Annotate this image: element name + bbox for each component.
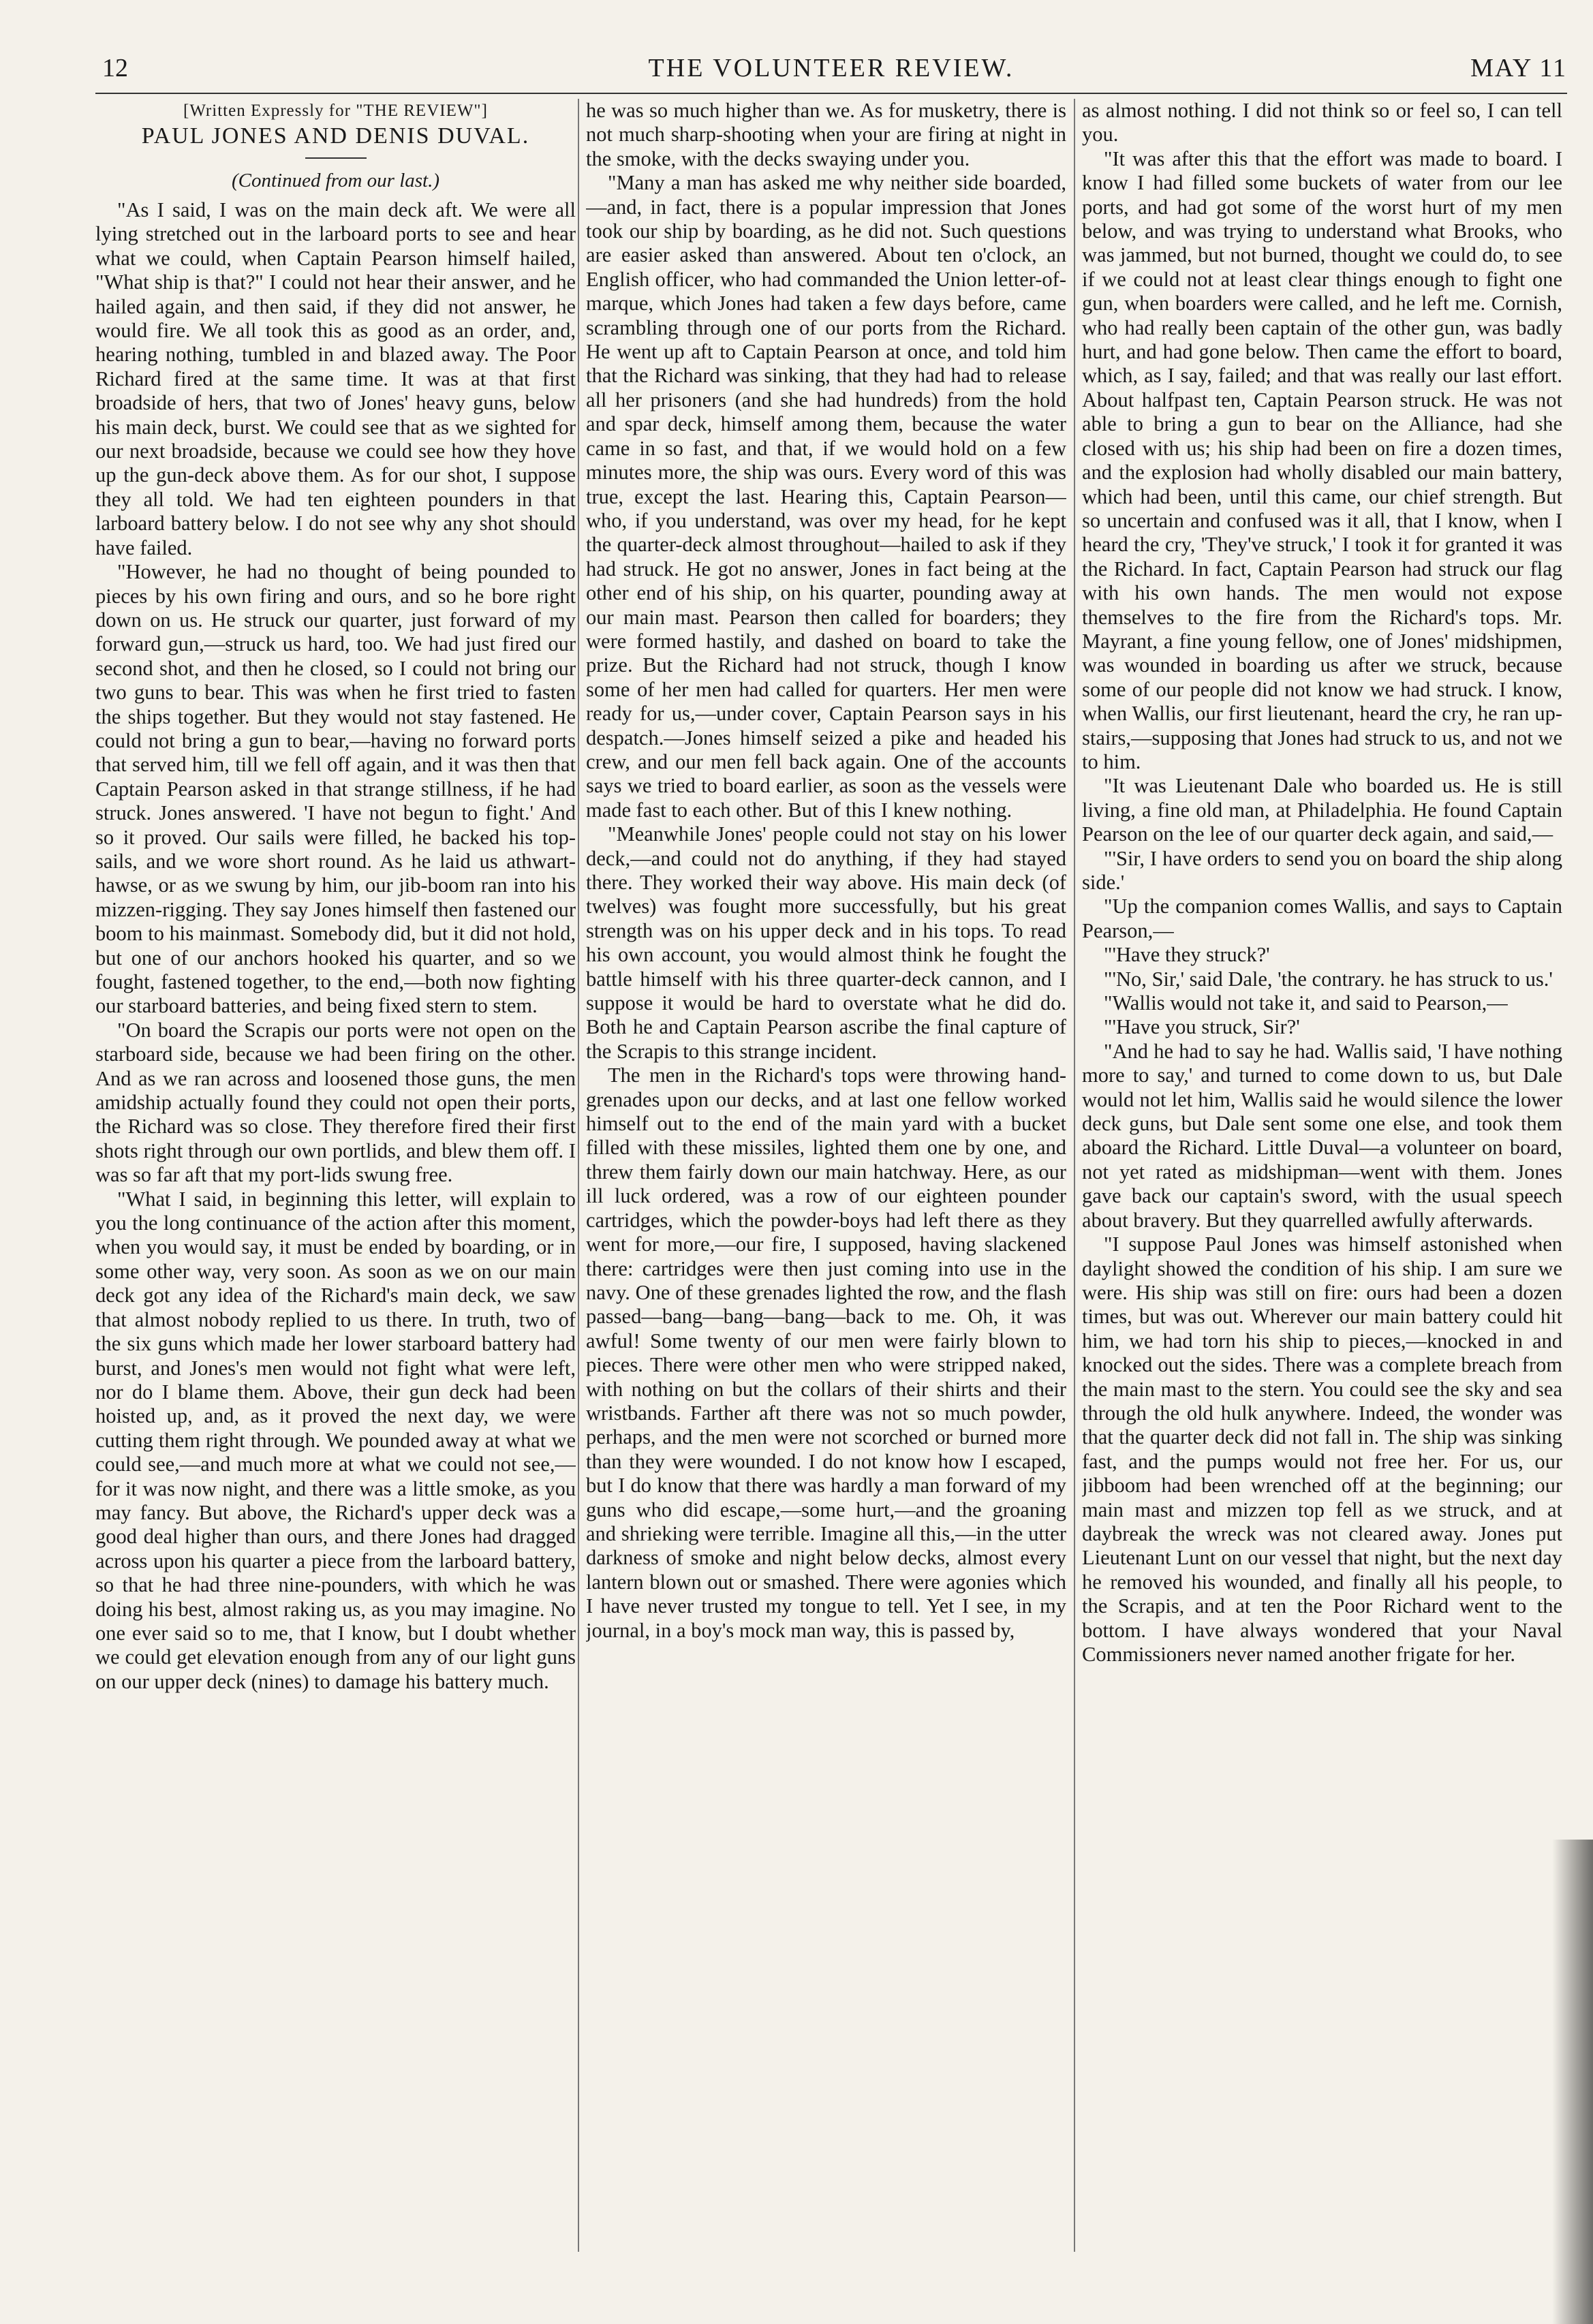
issue-date: MAY 11 (1470, 54, 1567, 82)
page-number: 12 (102, 54, 128, 82)
column-2 (586, 99, 1066, 2252)
paragraph: he was so much higher than we. As for musketry, there is not much sharp-shooting when your are firing at night in the smoke, with the decks swaying under you. (586, 99, 1066, 170)
title-rule (305, 157, 367, 159)
paragraph: "And he had to say he had. Wallis said, 'I have nothing more to say,' and turned to come down to us, but Dale would not let him, Wallis said he would silence the lower deck guns, but Dale sent some one else, and took them aboard the Richard. Little Duval—a volunteer on board, not yet rated as midshipman—went with them. Jones gave back our captain's sword, with the usual speech about bravery. But they quarrelled awfully afterwards. (1082, 1039, 1562, 1232)
paragraph: "'Have they struck?' (1104, 943, 1270, 967)
paragraph: "Wallis would not take it, and said to Pearson,— (1104, 991, 1508, 1015)
paragraph: "Up the companion comes Wallis, and says to Captain Pearson,— (1082, 895, 1562, 942)
paragraph: "However, he had no thought of being pounded to pieces by his own firing and ours, and so he bore right down on us. He struck our quarter, just forward of my forward gun,—struck us hard, too. We had just fired our second shot, and then he closed, so I could not bring our two guns to bear. This was when he first tried to fasten the ships together. But they would not stay fastened. He could not bring a gun to bear,—having no forward ports that served him, till we fell off again, and it was then that Captain Pearson asked in that strange stillness, if he had struck. Jones answered. 'I have not begun to fight.' And so it proved. Our sails were filled, he backed his top-sails, and we wore short round. As he laid us athwart-hawse, or as we swung by him, our jib-boom ran into his mizzen-rigging. They say Jones himself then fastened our boom to his mainmast. Somebody did, but it did not hold, but one of our anchors hooked his quarter, and so we fought, fastened together, to the end,—both now fighting our starboard batteries, and being fixed stern to stem. (95, 560, 576, 1018)
scan-edge-shadow (1552, 1840, 1593, 2324)
paragraph: "'No, Sir,' said Dale, 'the contrary. he has struck to us.' (1104, 967, 1553, 991)
column-3 (1082, 99, 1562, 2252)
column-divider (578, 99, 579, 2252)
paragraph: "It was after this that the effort was made to board. I know I had filled some buckets of water from our lee ports, and had got some of the worst hurt of my men below, and was trying to understand what Brooks, who was jammed, but not burned, thought we could do, to see if we could not at least clear things enough to fight one gun, when boarders were called, and he left me. Cornish, who had really been captain of the other gun, was badly hurt, and had gone below. Then came the effort to board, which, as I say, failed; and that was really our last effort. About halfpast ten, Captain Pearson struck. He was not able to bring a gun to bear on the Alliance, had she closed with us; his ship had been on fire a dozen times, and the explosion had wholly disabled our main battery, which had been, until this came, our chief strength. But so uncertain and confused was it all, that I know, when I heard the cry, 'They've struck,' I took it for granted it was the Richard. In fact, Captain Pearson had struck our flag with his own hands. The men would not expose themselves to the fire from the Richard's tops. Mr. Mayrant, a fine young fellow, one of Jones' midshipmen, was wounded in boarding us after we struck, because some of our people did not know we had struck. I know, when Wallis, our first lieutenant, heard the cry, he ran up-stairs,—supposing that Jones had struck to us, and not we to him. (1082, 146, 1562, 773)
paragraph: The men in the Richard's tops were throwing hand-grenades upon our decks, and at last one fellow worked himself out to the end of the main yard with a bucket filled with these missiles, lighted them one by one, and threw them fairly down our main hatchway. Here, as our ill luck ordered, was a row of our eighteen pounder cartridges, which the powder-boys had left there as they went for more,—our fire, I supposed, having slackened there: cartridges were then just coming into use in the navy. One of these grenades lighted the row, and the flash passed—bang—bang—bang—back to me. Oh, it was awful! Some twenty of our men were fairly blown to pieces. There were other men who were stripped naked, with nothing on but the collars of their shirts and their wristbands. Farther aft there was not so much powder, perhaps, and the men were not scorched or burned more than they were wounded. I do not know how I escaped, but I do know that there was hardly a man forward of my guns who did escape,—some hurt,—and the groaning and shrieking were terrible. Imagine all this,—in the utter darkness of smoke and night below decks, almost every lantern blown out or smashed. There were agonies which I have never trusted my tongue to tell. Yet I see, in my journal, in a boy's mock man way, this is passed by, (586, 1064, 1066, 1642)
paragraph: "It was Lieutenant Dale who boarded us. He is still living, a fine old man, at Philadelphia. He found Captain Pearson on the lee of our quarter deck again, and said,— (1082, 774, 1562, 846)
column-1 (95, 99, 576, 2252)
article-title: PAUL JONES AND DENIS DUVAL. (141, 123, 530, 149)
column-divider (1074, 99, 1075, 2252)
paragraph: "I suppose Paul Jones was himself astonished when daylight showed the condition of his ship. I am sure we were. His ship was still on fire: ours had been a dozen times, but was out. Wherever our main battery could hit him, we had torn his ship to pieces,—knocked in and knocked out the sides. There was a complete breach from the main mast to the stern. You could see the sky and sea through the old hulk anywhere. Indeed, the wonder was that the quarter deck did not fall in. The ship was sinking fast, and the pumps would not free her. For us, our jibboom had been wrenched off at the beginning; our main mast and mizzen top fell as we struck, and at daybreak the wreck was not cleared away. Jones put Lieutenant Lunt on our vessel that night, but the next day he removed his wounded, and finally all his people, to the Scrapis, and at ten the Poor Richard went to the bottom. I have always wondered that your Naval Commissioners never named another frigate for her. (1082, 1233, 1562, 1666)
paragraph: "'Sir, I have orders to send you on board the ship along side.' (1082, 846, 1562, 894)
paragraph: "On board the Scrapis our ports were not open on the starboard side, because we had been firing on the other. And as we ran across and loosened those guns, the men amidship actually found they could not open their ports, the Richard was so close. They therefore fired their first shots right through our own portlids, and blew them off. I was so far aft that my port-lids swung free. (95, 1018, 576, 1187)
continued-note: (Continued from our last.) (231, 170, 440, 191)
paragraph: "As I said, I was on the main deck aft. We were all lying stretched out in the larboard ports to see and hear what we could, when Captain Pearson himself hailed, "What ship is that?" I could not hear their answer, and he hailed again, and then said, if they did not answer, he would fire. We all took this as good as an order, and, hearing nothing, tumbled in and blazed away. The Poor Richard fired at the same time. It was at that first broadside of hers, that two of Jones' heavy guns, below his main deck, burst. We could see that as we sighted for our next broadside, because we could see how they hove up the gun-deck above them. As for our shot, I suppose they all told. We had ten eighteen pounders in that larboard battery below. I do not see why any shot should have failed. (95, 198, 576, 559)
paragraph: "'Have you struck, Sir?' (1104, 1015, 1300, 1039)
written-note: [Written Expressly for "THE REVIEW"] (183, 102, 488, 120)
paragraph: "Many a man has asked me why neither side boarded,—and, in fact, there is a popular impression that Jones took our ship by boarding, as he did not. Such questions are easier asked than answered. About ten o'clock, an English officer, who had commanded the Union letter-of-marque, which Jones had taken a few days before, came scrambling through one of our ports from the Richard. He went up aft to Captain Pearson at once, and told him that the Richard was sinking, that they had had to release all her prisoners (and she had hundreds) from the hold and spar deck, himself among them, because the water came in so fast, and that, if we would hold on a few minutes more, the ship was ours. Every word of this was true, except the last. Hearing this, Captain Pearson—who, if you understand, was over my head, for he kept the quarter-deck almost throughout—hailed to ask if they had struck. He got no answer, Jones in fact being at the other end of his ship, on his quarter, pounding away at our main mast. Pearson then called for boarders; they were formed hastily, and dashed on board to take the prize. But the Richard had not struck, though I know some of her men had called for quarters. Her men were ready for us,—under cover, Captain Pearson says in his despatch.—Jones himself seized a pike and headed his crew, and our men fell back again. One of the accounts says we tried to board earlier, as soon as the vessels were made fast to each other. But of this I knew nothing. (586, 171, 1066, 822)
paragraph: "Meanwhile Jones' people could not stay on his lower deck,—and could not do anything, if they had stayed there. They worked their way above. His main deck (of twelves) was fought more successfully, but his great strength was on his upper deck and in his tops. To read his own account, you would almost think he fought the battle himself with his three quarter-deck cannon, and I suppose it would be hard to overstate what he did do. Both he and Captain Pearson ascribe the final capture of the Scrapis to this strange incident. (586, 822, 1066, 1063)
paragraph: as almost nothing. I did not think so or feel so, I can tell you. (1082, 99, 1562, 146)
page-header (95, 53, 1567, 94)
newspaper-title: THE VOLUNTEER REVIEW. (648, 54, 1015, 82)
header-rule (95, 93, 1567, 94)
paragraph: "What I said, in beginning this letter, will explain to you the long continuance of the action after this moment, when you would say, it must be ended by boarding, or in some other way, very soon. As soon as we on our main deck got any idea of the Richard's main deck, we saw that almost nobody replied to us there. In truth, two of the six guns which made her lower starboard battery had burst, and Jones's men would not fight what were left, nor do I blame them. Above, their gun deck had been hoisted up, and, as it proved the next day, we were cutting them right through. We pounded away at what we could see,—and much more at what we could not see,—for it was now night, and there was a little smoke, as you may fancy. But above, the Richard's upper deck was a good deal higher than ours, and there Jones had dragged across upon his quarter a piece from the larboard battery, so that he had three nine-pounders, with which he was doing his best, almost raking us, as you may imagine. No one ever said so to me, that I know, but I doubt whether we could get elevation enough from any of our light guns on our upper deck (nines) to damage his battery much. (95, 1187, 576, 1693)
